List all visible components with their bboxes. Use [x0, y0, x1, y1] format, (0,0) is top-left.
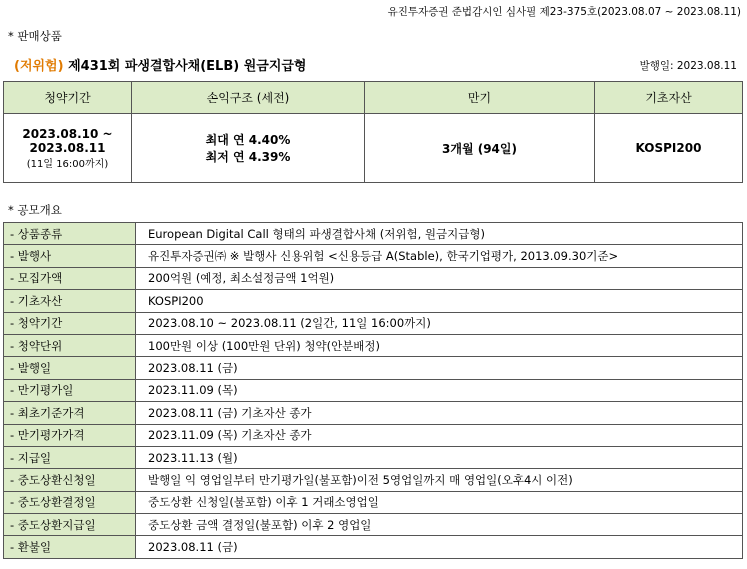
overview-key: - 환불일 — [4, 536, 136, 558]
overview-value: 200억원 (예정, 최소설정금액 1억원) — [136, 267, 743, 289]
overview-row — [4, 245, 743, 267]
summary-header-row — [4, 82, 743, 114]
risk-tag: (저위험) — [14, 59, 64, 74]
overview-key: - 청약기간 — [4, 312, 136, 334]
return-min: 최저 연 4.39% — [205, 150, 291, 164]
issue-date: 발행일: 2023.08.11 — [639, 60, 737, 72]
return-cell — [132, 114, 365, 183]
overview-row — [4, 514, 743, 536]
underlying-cell: KOSPI200 — [595, 114, 743, 183]
product-title — [14, 55, 307, 74]
overview-key: - 최초기준가격 — [4, 402, 136, 424]
overview-row — [4, 469, 743, 491]
product-name: 제431회 파생결합사채(ELB) 원금지급형 — [68, 59, 307, 74]
overview-row — [4, 402, 743, 424]
period-line1: 2023.08.10 ~ — [22, 126, 113, 141]
overview-key: - 상품종류 — [4, 223, 136, 245]
overview-key: - 청약단위 — [4, 334, 136, 356]
overview-value: 2023.11.09 (목) 기초자산 종가 — [136, 424, 743, 446]
overview-key: - 모집가액 — [4, 267, 136, 289]
overview-row — [4, 424, 743, 446]
period-line2: 2023.08.11 — [29, 140, 106, 155]
overview-key: - 중도상환신청일 — [4, 469, 136, 491]
overview-row — [4, 267, 743, 289]
overview-key: - 만기평가가격 — [4, 424, 136, 446]
overview-row — [4, 446, 743, 468]
overview-table — [3, 222, 743, 559]
summary-value-row — [4, 114, 743, 183]
overview-value: European Digital Call 형태의 파생결합사채 (저위험, 원금지급형) — [136, 223, 743, 245]
overview-value: 발행일 익 영업일부터 만기평가일(불포함)이전 5영업일까지 매 영업일(오후4시 이전) — [136, 469, 743, 491]
maturity-cell: 3개월 (94일) — [365, 114, 595, 183]
section-title-products: * 판매상품 — [8, 29, 62, 43]
overview-row — [4, 379, 743, 401]
overview-value: 2023.08.10 ~ 2023.08.11 (2일간, 11일 16:00까지) — [136, 312, 743, 334]
overview-value: 2023.08.11 (금) 기초자산 종가 — [136, 402, 743, 424]
period-cell — [4, 114, 132, 183]
header-period: 청약기간 — [4, 82, 132, 114]
overview-value: 100만원 이상 (100만원 단위) 청약(안분배정) — [136, 334, 743, 356]
header-underlying: 기초자산 — [595, 82, 743, 114]
overview-value: 2023.08.11 (금) — [136, 536, 743, 558]
period-note: (11일 16:00까지) — [26, 158, 109, 170]
approval-notice: 유진투자증권 준법감시인 심사필 제23-375호(2023.08.07 ~ 2023.08.11) — [387, 6, 741, 18]
overview-key: - 지급일 — [4, 446, 136, 468]
overview-key: - 기초자산 — [4, 290, 136, 312]
overview-value: 중도상환 금액 결정일(불포함) 이후 2 영업일 — [136, 514, 743, 536]
overview-value: KOSPI200 — [136, 290, 743, 312]
overview-value: 2023.11.09 (목) — [136, 379, 743, 401]
header-maturity: 만기 — [365, 82, 595, 114]
overview-value: 2023.11.13 (월) — [136, 446, 743, 468]
overview-row — [4, 357, 743, 379]
overview-row — [4, 223, 743, 245]
overview-key: - 만기평가일 — [4, 379, 136, 401]
overview-key: - 발행사 — [4, 245, 136, 267]
overview-row — [4, 312, 743, 334]
summary-table — [3, 81, 743, 183]
overview-row — [4, 491, 743, 513]
overview-value: 중도상환 신청일(불포함) 이후 1 거래소영업일 — [136, 491, 743, 513]
overview-key: - 발행일 — [4, 357, 136, 379]
section-title-overview: * 공모개요 — [8, 203, 62, 217]
overview-row — [4, 334, 743, 356]
overview-key: - 중도상환지급일 — [4, 514, 136, 536]
overview-value: 2023.08.11 (금) — [136, 357, 743, 379]
overview-value: 유진투자증권㈜ ※ 발행사 신용위험 <신용등급 A(Stable), 한국기업평가, 2013.09.30기준> — [136, 245, 743, 267]
overview-key: - 중도상환결정일 — [4, 491, 136, 513]
return-max: 최대 연 4.40% — [205, 133, 291, 147]
header-return: 손익구조 (세전) — [132, 82, 365, 114]
overview-row — [4, 290, 743, 312]
overview-row — [4, 536, 743, 558]
